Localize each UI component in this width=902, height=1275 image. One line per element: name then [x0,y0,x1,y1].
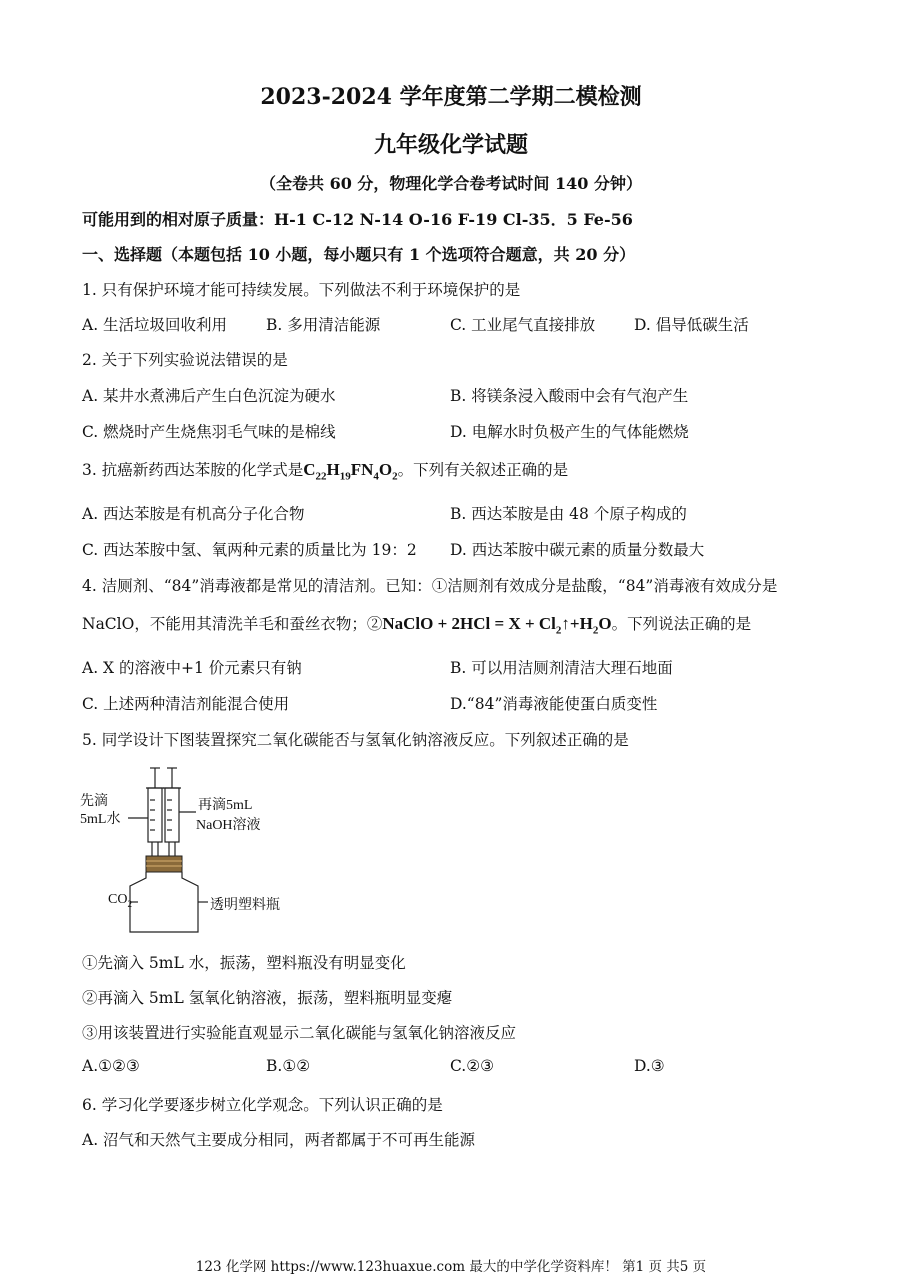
q5-option-a: A.①②③ [82,1057,140,1075]
q6-option-a: A. 沼气和天然气主要成分相同，两者都属于不可再生能源 [82,1131,476,1149]
exam-subtitle: 九年级化学试题 [373,132,528,158]
apparatus-figure [80,760,280,938]
q5-option-d: D.③ [634,1057,665,1075]
label-bottle: 透明塑料瓶 [210,898,280,913]
q2-option-a: A. 某井水煮沸后产生白色沉淀为硬水 [82,387,336,405]
q2-option-d: D. 电解水时负极产生的气体能燃烧 [450,423,689,441]
q4-option-c: C. 上述两种清洁剂能混合使用 [82,695,290,713]
q2-option-c: C. 燃烧时产生烧焦羽毛气味的是棉线 [82,423,336,441]
q5-stem: 5. 同学设计下图装置探究二氧化碳能否与氢氧化钠溶液反应。下列叙述正确的是 [82,731,629,749]
q3-option-b: B. 西达苯胺是由 48 个原子构成的 [450,505,687,523]
q5-statement-3: ③用该装置进行实验能直观显示二氧化碳能与氢氧化钠溶液反应 [82,1024,517,1042]
q3-option-c: C. 西达苯胺中氢、氧两种元素的质量比为 19：2 [82,541,417,559]
q1-option-b: B. 多用清洁能源 [266,316,381,334]
q3-formula: $C_{22}H_{19}FN_4O_2$ [303,460,398,483]
q5-option-b: B.①② [266,1057,311,1075]
q4-stem-line2: NaClO，不能用其清洗羊毛和蚕丝衣物；②NaClO + $2HCl = X + Cl_2↑+H_2O$。下列说法正确的是 [82,614,752,637]
q1-option-a: A. 生活垃圾回收利用 [82,316,228,334]
label-co2: $CO_2$ [108,892,132,909]
q5-option-c: C.②③ [450,1057,495,1075]
q2-option-b: B. 将镁条浸入酸雨中会有气泡产生 [450,387,689,405]
label-then-drop: 再滴5mL [198,798,253,813]
q5-statement-2: ②再滴入 5mL 氢氧化钠溶液，振荡，塑料瓶明显变瘪 [82,989,453,1007]
label-naoh: NaOH溶液 [196,818,261,833]
exam-note: （全卷共 60 分，物理化学合卷考试时间 140 分钟） [260,174,642,193]
q1-option-c: C. 工业尾气直接排放 [450,316,596,334]
q4-option-d: D.“84”消毒液能使蛋白质变性 [450,695,658,713]
q3-option-a: A. 西达苯胺是有机高分子化合物 [82,505,305,523]
q5-statement-1: ①先滴入 5mL 水，振荡，塑料瓶没有明显变化 [82,954,406,972]
q1-option-d: D. 倡导低碳生活 [634,316,749,334]
q3-option-d: D. 西达苯胺中碳元素的质量分数最大 [450,541,705,559]
q4-equation: NaClO + $2HCl = X + Cl_2↑+H_2O$ [382,614,612,637]
q4-option-a: A. X 的溶液中+1 价元素只有钠 [82,659,302,677]
label-first-drop: 先滴 [80,794,108,809]
section-heading: 一、选择题（本题包括 10 小题，每小题只有 1 个选项符合题意，共 20 分） [82,245,636,264]
q6-stem: 6. 学习化学要逐步树立化学观念。下列认识正确的是 [82,1096,443,1114]
q4-option-b: B. 可以用洁厕剂清洁大理石地面 [450,659,673,677]
label-water: 5mL水 [80,812,121,827]
exam-title: 2023-2024 学年度第二学期二模检测 [260,84,642,110]
q2-stem: 2. 关于下列实验说法错误的是 [82,351,288,369]
atomic-masses: 可能用到的相对原子质量：H-1 C-12 N-14 O-16 F-19 Cl-35．5 Fe-56 [82,210,633,229]
page-footer: 123 化学网 https://www.123huaxue.com 最大的中学化学资料库！ 第1 页 共5 页 [195,1259,707,1275]
q4-stem-line1: 4. 洁厕剂、“84”消毒液都是常见的清洁剂。已知：①洁厕剂有效成分是盐酸，“84”消毒液有效成分是 [82,577,778,595]
q1-stem: 1. 只有保护环境才能可持续发展。下列做法不利于环境保护的是 [82,281,521,299]
q3-stem: 3. 抗癌新药西达苯胺的化学式是$C_{22}H_{19}FN_4O_2$。下列有关叙述正确的是 [82,460,569,483]
